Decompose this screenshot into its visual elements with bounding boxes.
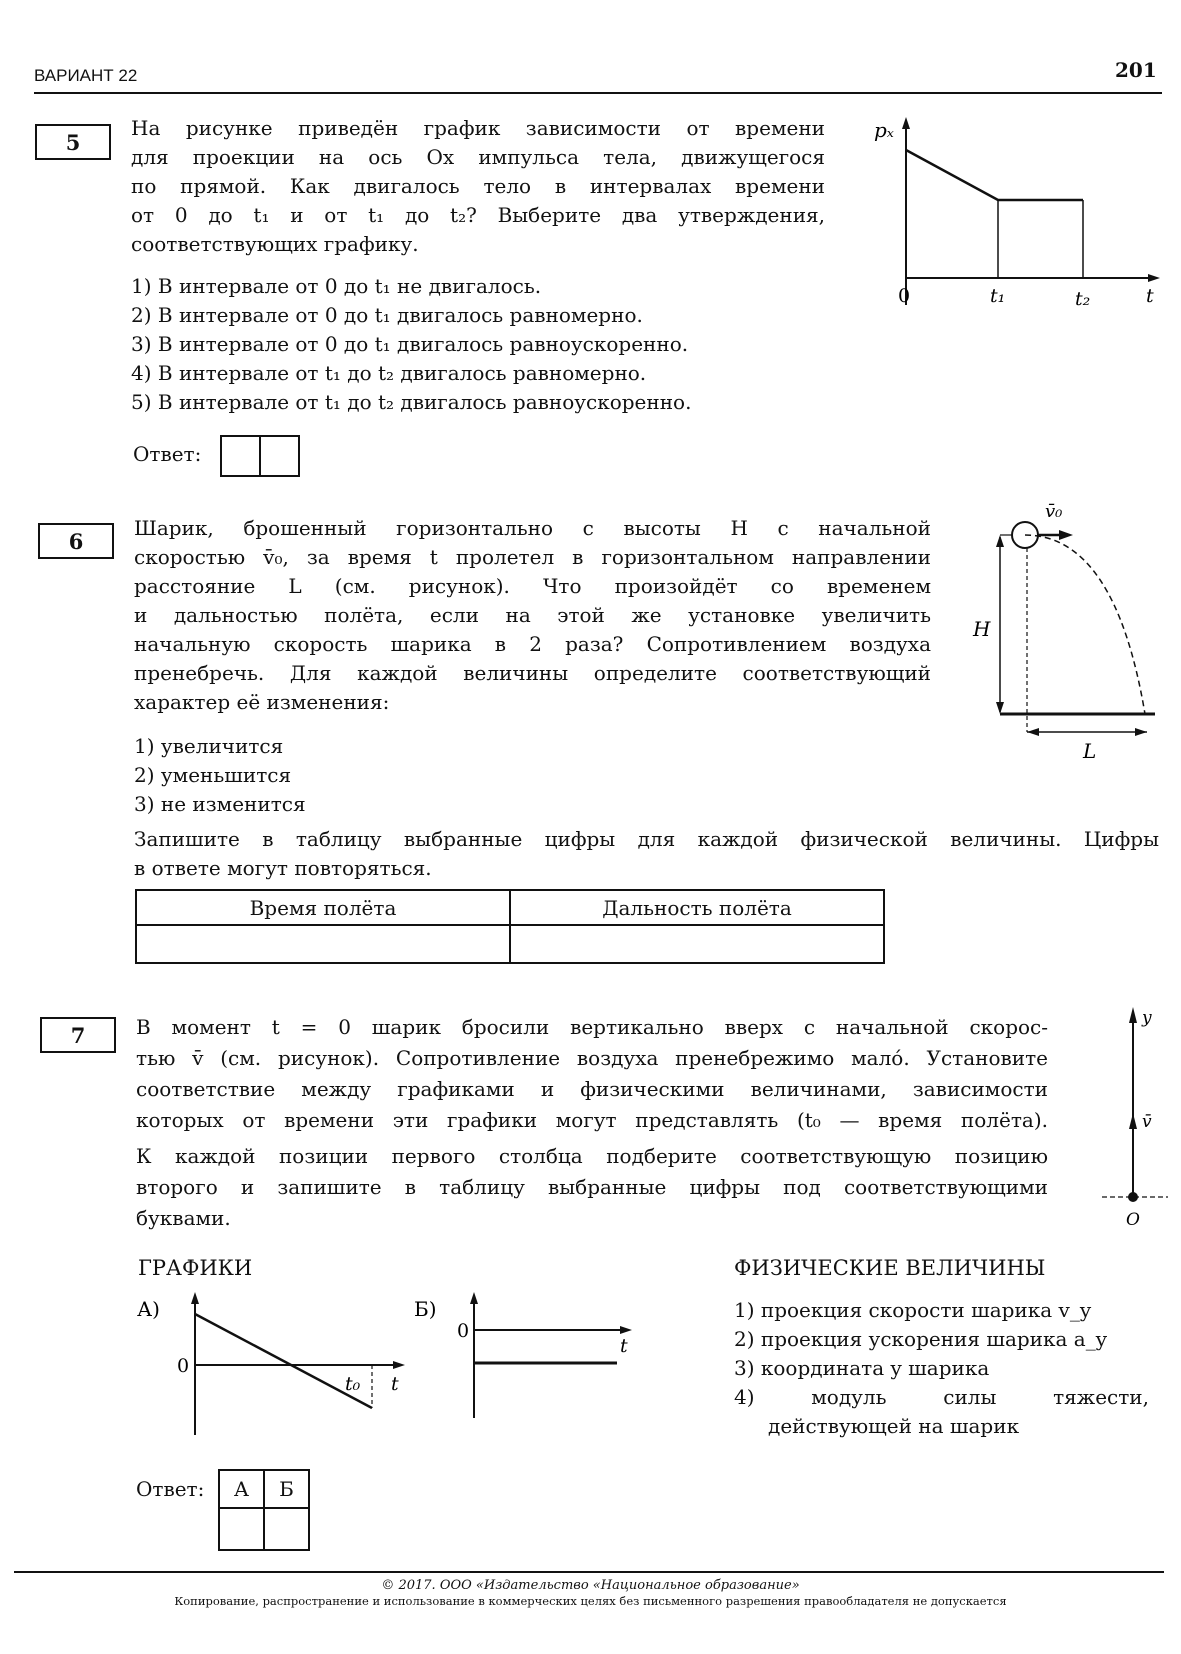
text-line: Шарик, брошенный горизонтально с высоты H с начальной [134, 516, 931, 540]
text-line: соответствие между графиками и физическими величинами, зависимости [136, 1077, 1048, 1101]
variant-label: ВАРИАНТ 22 [34, 66, 138, 85]
quantities-title: ФИЗИЧЕСКИЕ ВЕЛИЧИНЫ [734, 1256, 1046, 1280]
answer-cell-b[interactable] [264, 1508, 309, 1550]
text-line: расстояние L (см. рисунок). Что произойдёт со временем [134, 574, 931, 598]
quantity-4-cont: действующей на шарик [768, 1414, 1020, 1438]
text-line: буквами. [136, 1206, 231, 1230]
text-line: соответствующих графику. [131, 232, 419, 256]
option-5: 5) В интервале от t₁ до t₂ двигалось равноускоренно. [131, 390, 692, 414]
zero-label: 0 [457, 1320, 470, 1342]
option-2: 2) В интервале от 0 до t₁ двигалось равномерно. [131, 303, 643, 327]
y-label: y [1142, 1008, 1152, 1028]
v-label: v̄ [1142, 1112, 1152, 1132]
task6-projectile-figure [965, 492, 1165, 767]
t-label: t [620, 1335, 628, 1357]
text-line: В момент t = 0 шарик бросили вертикально вверх с начальной скорос- [136, 1015, 1048, 1039]
range-arrowhead-right [1135, 728, 1147, 736]
task5-momentum-graph [868, 115, 1163, 315]
O-label: O [1126, 1210, 1140, 1230]
task6-answer-table [135, 889, 885, 964]
x-axis-arrow [393, 1361, 405, 1369]
footer-rule [14, 1571, 1164, 1573]
velocity-arrowhead [1059, 530, 1073, 540]
text-line: На рисунке приведён график зависимости от времени [131, 116, 825, 140]
answer-cell-1[interactable] [222, 437, 261, 475]
text-line: и дальностью полёта, если на этой же установке увеличить [134, 603, 931, 627]
x-label: t [1146, 285, 1154, 307]
ball [1128, 1192, 1138, 1202]
text-line: для проекции на ось Ox импульса тела, движущегося [131, 145, 825, 169]
trajectory [1025, 535, 1145, 714]
text-line: скоростью v̄₀, за время t пролетел в горизонтальном направлении [134, 545, 931, 569]
answer-cell-flight-time[interactable] [136, 925, 510, 963]
x-axis-arrow [1148, 274, 1160, 282]
answer-cell-2[interactable] [261, 437, 298, 475]
quantity-3: 3) координата y шарика [734, 1356, 990, 1380]
instruction-line: Запишите в таблицу выбранные цифры для каждой физической величины. Цифры [134, 827, 1159, 851]
zero-label: 0 [177, 1355, 190, 1377]
option-3: 3) не изменится [134, 792, 306, 816]
y-axis-arrow [470, 1292, 478, 1304]
momentum-line [906, 150, 1083, 200]
text-line: по прямой. Как двигалось тело в интервалах времени [131, 174, 825, 198]
text-line: которых от времени эти графики могут представлять (t₀ — время полёта). [136, 1108, 1048, 1132]
answer-cell-flight-range[interactable] [510, 925, 884, 963]
header-a: А [219, 1470, 264, 1508]
y-axis-arrow [191, 1292, 199, 1304]
header-rule [34, 92, 1162, 94]
footer-copyright: © 2017. ООО «Издательство «Национальное образование» [381, 1578, 800, 1593]
task-number-6: 6 [38, 523, 114, 559]
option-1: 1) увеличится [134, 734, 284, 758]
text-line: пренебречь. Для каждой величины определите соответствующий [134, 661, 931, 685]
t-label: t [391, 1373, 399, 1395]
x-axis-arrow [620, 1326, 632, 1334]
height-arrowhead-bottom [996, 702, 1004, 714]
instruction-line: в ответе могут повторяться. [134, 856, 432, 880]
graph-a-label: А) [137, 1297, 160, 1321]
v0-label: v̄₀ [1045, 501, 1063, 522]
option-4: 4) В интервале от t₁ до t₂ двигалось равномерно. [131, 361, 647, 385]
option-1: 1) В интервале от 0 до t₁ не двигалось. [131, 274, 542, 298]
task7-answer-table [218, 1469, 310, 1551]
task-number-7: 7 [40, 1017, 116, 1053]
graphs-title: ГРАФИКИ [138, 1256, 253, 1280]
footer-notice: Копирование, распространение и использование в коммерческих целях без письменного разрешения правообладателя не допускается [174, 1594, 1007, 1608]
t1-label: t₁ [990, 285, 1006, 307]
range-arrowhead-left [1027, 728, 1039, 736]
text-line: тью v̄ (см. рисунок). Сопротивление воздуха пренебрежимо мало́. Установите [136, 1046, 1048, 1070]
header-b: Б [264, 1470, 309, 1508]
t2-label: t₂ [1075, 288, 1091, 310]
text-line: второго и запишите в таблицу выбранные цифры под соответствующими [136, 1175, 1048, 1199]
height-arrowhead-top [996, 535, 1004, 547]
option-3: 3) В интервале от 0 до t₁ двигалось равноускоренно. [131, 332, 689, 356]
text-line: начальную скорость шарика в 2 раза? Сопротивлением воздуха [134, 632, 931, 656]
task7-throw-figure [1100, 1005, 1170, 1235]
answer-label: Ответ: [136, 1477, 205, 1501]
page-number: 201 [1115, 58, 1157, 82]
y-label: pₓ [874, 118, 894, 142]
graph-a [135, 1290, 415, 1440]
graph-b-label: Б) [414, 1297, 437, 1321]
text-line: от 0 до t₁ и от t₁ до t₂? Выберите два утверждения, [131, 203, 825, 227]
text-line: К каждой позиции первого столбца подберите соответствующую позицию [136, 1144, 1048, 1168]
quantity-2: 2) проекция ускорения шарика a_y [734, 1327, 1107, 1351]
L-label: L [1083, 739, 1097, 763]
text-line: характер её изменения: [134, 690, 390, 714]
task5-answer-box[interactable] [220, 435, 300, 477]
option-2: 2) уменьшится [134, 763, 292, 787]
answer-cell-a[interactable] [219, 1508, 264, 1550]
velocity-arrow [1129, 1113, 1137, 1129]
y-axis-arrow [902, 117, 910, 129]
origin-label: 0 [898, 285, 911, 307]
header-flight-range: Дальность полёта [510, 890, 884, 925]
y-axis-arrow [1129, 1007, 1137, 1023]
quantity-4: 4) модуль силы тяжести, [734, 1385, 1149, 1409]
H-label: H [973, 617, 991, 641]
t0-label: t₀ [345, 1373, 361, 1395]
graph-b [412, 1290, 642, 1440]
quantity-1: 1) проекция скорости шарика v_y [734, 1298, 1092, 1322]
header-flight-time: Время полёта [136, 890, 510, 925]
answer-label: Ответ: [133, 442, 202, 466]
task-number-5: 5 [35, 124, 111, 160]
